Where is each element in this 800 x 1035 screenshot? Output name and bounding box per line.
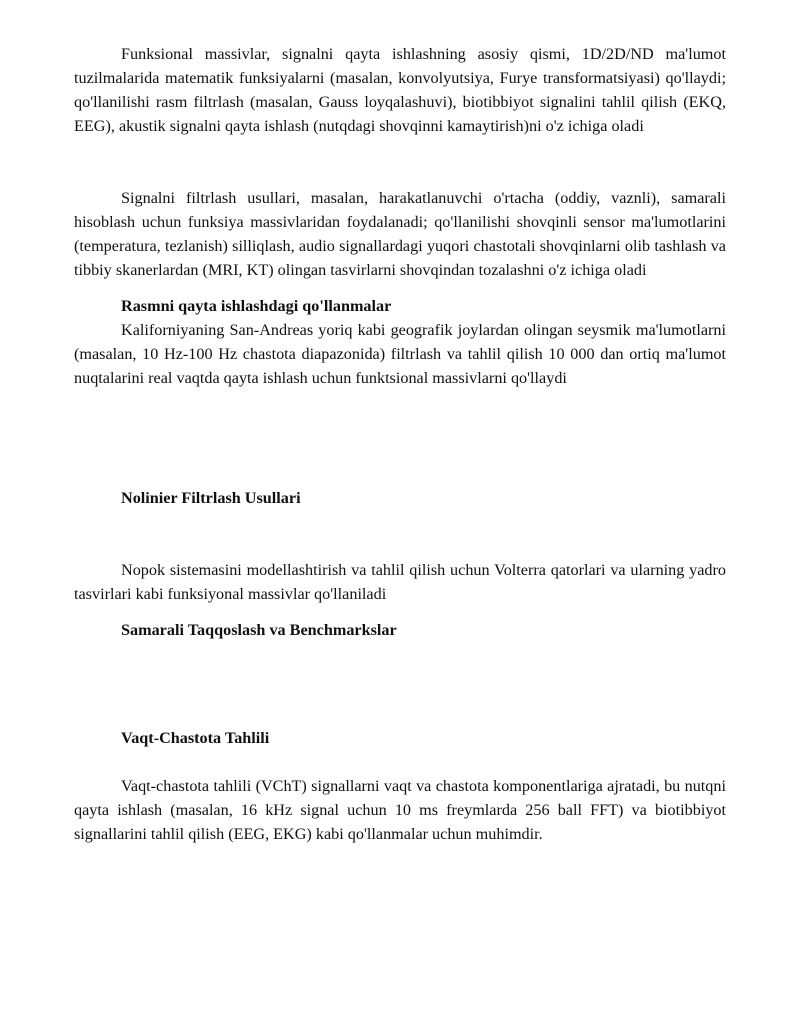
paragraph-time-frequency-analysis: Vaqt-chastota tahlili (VChT) signallarni vaqt va chastota komponentlariga ajratadi, bu nutqni qayta ishlash (masalan, 16 kHz signal uchun 10 ms freymlarda 256 ball FFT) va biotibbiyot signallarini tahlil qilish (EEG, EKG) kabi qo'llanmalar uchun muhimdir. (74, 777, 726, 843)
heading-image-processing: Rasmni qayta ishlashdagi qo'llanmalar (121, 297, 392, 315)
paragraph-signal-filtering: Signalni filtrlash usullari, masalan, harakatlanuvchi o'rtacha (oddiy, vaznli), samarali hisoblash uchun funksiya massivlaridan foydalanadi; qo'llanilishi shovqinli sensor ma'lumotlarini (temperatura, tezlanish) silliqlash, audio signallardagi yuqori chastotali shovqinlarni olib tashlash va tibbiy skanerlardan (MRI, KT) olingan tasvirlarni shovqindan tozalashni o'z ichiga oladi (74, 189, 726, 279)
heading-nonlinear-filtering: Nolinier Filtrlash Usullari (121, 489, 301, 507)
paragraph-volterra-series: Nopok sistemasini modellashtirish va tahlil qilish uchun Volterra qatorlari va ularning yadro tasvirlari kabi funksiyonal massivlar qo'llaniladi (74, 561, 726, 603)
document-page (74, 42, 726, 846)
paragraph-seismic-data: Kaliforniyaning San-Andreas yoriq kabi geografik joylardan olingan seysmik ma'lumotlarni (masalan, 10 Hz-100 Hz chastota diapazonida) filtrlash va tahlil qilish 10 000 dan ortiq ma'lumot nuqtalarini real vaqtda qayta ishlash uchun funktsional massivlarni qo'llaydi (74, 321, 726, 387)
paragraph-functional-arrays: Funksional massivlar, signalni qayta ishlashning asosiy qismi, 1D/2D/ND ma'lumot tuzilmalarida matematik funksiyalarni (masalan, konvolyutsiya, Furye transformatsiyasi) qo'llaydi; qo'llanilishi rasm filtrlash (masalan, Gauss loyqalashuvi), biotibbiyot signalini tahlil qilish (EKQ, EEG), akustik signalni qayta ishlash (nutqdagi shovqinni kamaytirish)ni o'z ichiga oladi (74, 45, 726, 135)
heading-time-frequency: Vaqt-Chastota Tahlili (121, 729, 270, 747)
heading-benchmarks: Samarali Taqqoslash va Benchmarkslar (121, 621, 397, 639)
